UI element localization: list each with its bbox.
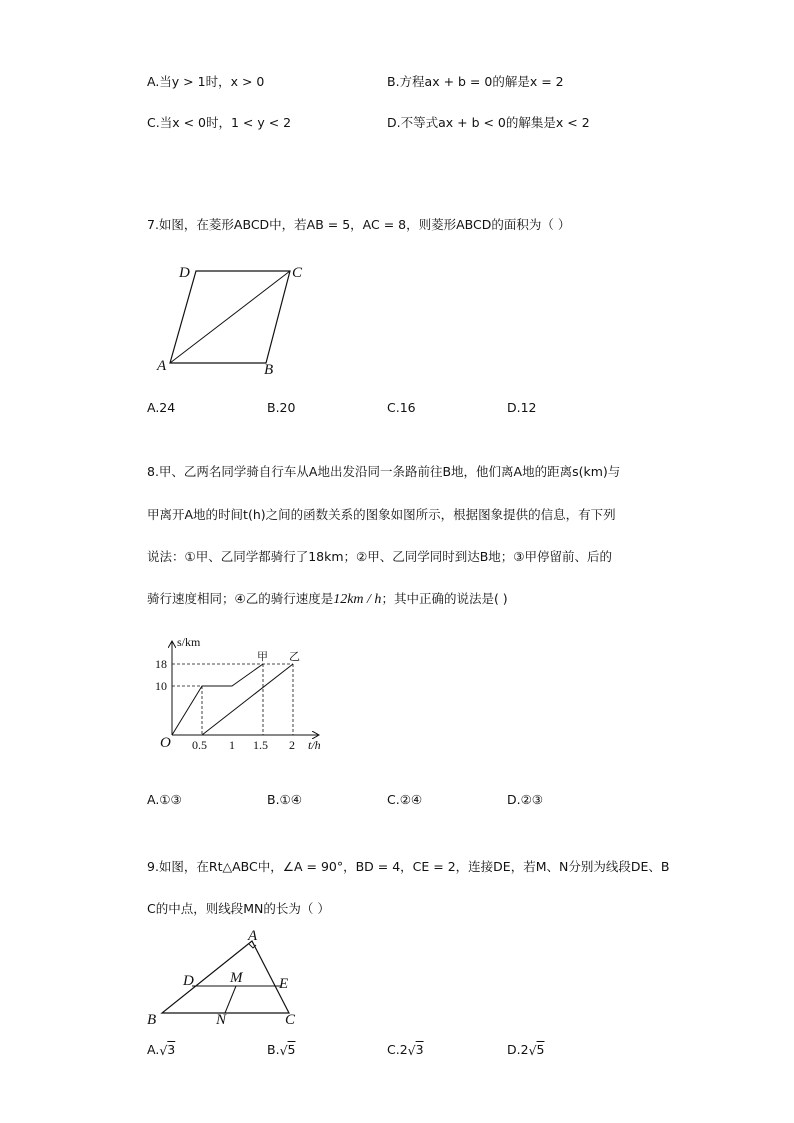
point-d-label: D bbox=[183, 973, 194, 989]
q9-line-1: 9.如图，在Rt△ABC中，∠A = 90°，BD = 4，CE = 2，连接DE，若M、N分别为线段DE、B bbox=[147, 859, 670, 874]
x-tick-0-5: 0.5 bbox=[192, 738, 207, 752]
q8-line-3: 说法：①甲、乙同学都骑行了18km；②甲、乙同学同时到达B地；③甲停留前、后的 bbox=[147, 549, 613, 564]
y-tick-18: 18 bbox=[155, 657, 167, 671]
q9-option-c: C.2√3 bbox=[387, 1042, 424, 1058]
rhombus-figure bbox=[150, 258, 320, 383]
diagonal-ac bbox=[170, 271, 290, 363]
segment-mn bbox=[225, 986, 236, 1013]
vertex-c-label: C bbox=[285, 1012, 296, 1028]
x-tick-2: 2 bbox=[289, 738, 295, 752]
q6-option-d: D.不等式ax + b < 0的解集是x < 2 bbox=[387, 115, 590, 130]
speed-expression: 12km / h bbox=[333, 592, 382, 607]
x-tick-1: 1 bbox=[229, 738, 235, 752]
q8-line-1: 8.甲、乙两名同学骑自行车从A地出发沿同一条路前往B地，他们离A地的距离s(km)与 bbox=[147, 464, 621, 479]
q8-line-2: 甲离开A地的时间t(h)之间的函数关系的图象如图所示，根据图象提供的信息，有下列 bbox=[147, 507, 616, 522]
point-e-label: E bbox=[279, 976, 289, 992]
point-n-label: N bbox=[216, 1012, 227, 1028]
series-yi-label: 乙 bbox=[289, 650, 300, 663]
q7-option-b: B.20 bbox=[267, 400, 296, 415]
q9-option-b: B.√5 bbox=[267, 1042, 296, 1058]
q7-option-a: A.24 bbox=[147, 400, 176, 415]
vertex-c-label: C bbox=[292, 265, 303, 281]
q7-stem: 7.如图，在菱形ABCD中，若AB = 5，AC = 8，则菱形ABCD的面积为（ ） bbox=[147, 217, 571, 232]
vertex-d-label: D bbox=[179, 265, 190, 281]
q8-option-d: D.②③ bbox=[507, 792, 544, 807]
guide-lines bbox=[172, 664, 293, 735]
sqrt-icon: √ bbox=[407, 1043, 416, 1058]
series-jia-line bbox=[172, 664, 263, 735]
q9-option-d: D.2√5 bbox=[507, 1042, 545, 1058]
vertex-b-label: B bbox=[264, 362, 274, 378]
q8-line-4-tail: ；其中正确的说法是( ) bbox=[381, 591, 508, 606]
q8-line-4-text: 骑行速度相同；④乙的骑行速度是 bbox=[147, 591, 334, 606]
x-axis-label: t/h bbox=[308, 738, 321, 752]
origin-label: O bbox=[160, 735, 171, 751]
q8-option-a: A.①③ bbox=[147, 792, 182, 807]
q8-option-c: C.②④ bbox=[387, 792, 423, 807]
sqrt-icon: √ bbox=[279, 1043, 288, 1058]
q8-line-4 bbox=[147, 591, 508, 608]
x-tick-1-5: 1.5 bbox=[253, 738, 268, 752]
triangle-figure bbox=[140, 930, 310, 1030]
series-jia-label: 甲 bbox=[257, 650, 268, 663]
q6-option-b: B.方程ax + b = 0的解是x = 2 bbox=[387, 74, 564, 89]
q7-option-c: C.16 bbox=[387, 400, 416, 415]
y-axis-label: s/km bbox=[177, 635, 201, 649]
q9-line-2: C的中点，则线段MN的长为（ ） bbox=[147, 901, 330, 916]
vertex-a-label: A bbox=[157, 358, 167, 374]
q6-option-a: A.当y > 1时，x > 0 bbox=[147, 74, 265, 89]
q6-option-c: C.当x < 0时，1 < y < 2 bbox=[147, 115, 292, 130]
q9-option-a: A.√3 bbox=[147, 1042, 176, 1058]
triangle-abc bbox=[162, 941, 289, 1013]
sqrt-icon: √ bbox=[528, 1043, 537, 1058]
q8-option-b: B.①④ bbox=[267, 792, 302, 807]
q7-option-d: D.12 bbox=[507, 400, 537, 415]
point-m-label: M bbox=[230, 970, 243, 986]
vertex-b-label: B bbox=[147, 1012, 157, 1028]
vertex-a-label: A bbox=[248, 930, 258, 944]
sqrt-icon: √ bbox=[159, 1043, 168, 1058]
distance-time-graph bbox=[150, 632, 340, 757]
y-tick-10: 10 bbox=[155, 679, 167, 693]
